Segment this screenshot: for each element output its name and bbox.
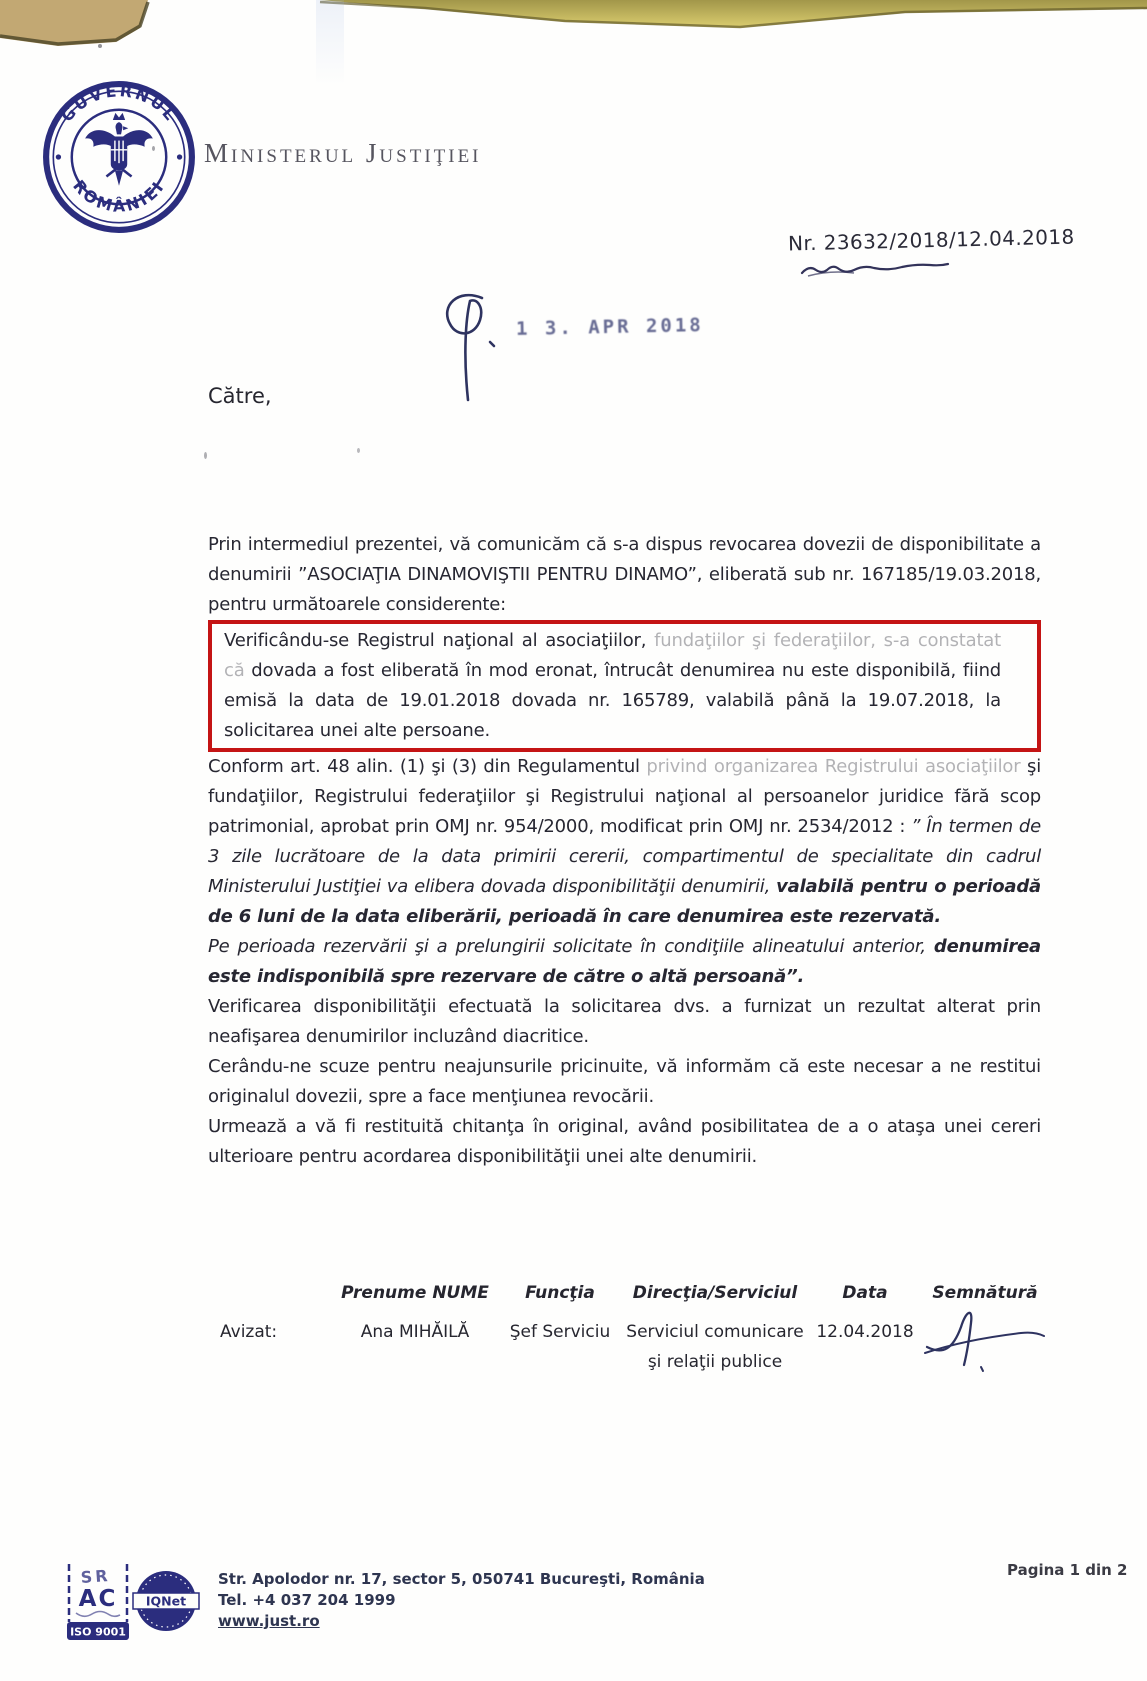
seal-bottom-text: ROMÂNIEI: [69, 176, 169, 216]
footer-website-link[interactable]: www.just.ro: [218, 1612, 320, 1630]
iqnet-label: IQNet: [145, 1593, 187, 1609]
column-header-name: Prenume NUME: [341, 1283, 489, 1303]
text-run-bold-italic: denumirea este indisponibilă spre rezervare de către o altă persoană”.: [208, 936, 1041, 987]
paper-corner-artifact: [0, 0, 148, 46]
text-run: Verificarea disponibilităţii efectuată la solicitarea dvs. a furnizat un rezultat alterat prin neafişarea denumirilor incluzând diacritice.: [208, 996, 1041, 1047]
column-header-signature: Semnătură: [932, 1283, 1038, 1303]
signature-cell: [920, 1317, 1050, 1383]
iso-badge-ac-text: AC: [78, 1586, 118, 1612]
header-spacer: [220, 1278, 330, 1308]
iso-9001-badge-icon: [66, 1560, 130, 1644]
text-run: Conform art. 48 alin. (1) şi (3) din Regulamentul: [208, 756, 647, 777]
reference-number: Nr. 23632/2018/12.04.2018: [787, 224, 1075, 256]
row-label-avizat: Avizat:: [220, 1322, 278, 1342]
iso-badge-sr-text: SR: [80, 1565, 112, 1588]
handwritten-underline: [800, 260, 950, 280]
paragraph-reservation: [208, 932, 1041, 992]
government-seal: [42, 80, 196, 234]
text-run: Cerându-ne scuze pentru neajunsurile pricinuite, vă informăm că este necesar a ne restitui originalul dovezii, spre a face menţiunea revocării.: [208, 1056, 1041, 1107]
column-header-role: Funcţia: [525, 1283, 595, 1303]
signer-department: Serviciul comunicare şi relaţii publice: [626, 1322, 804, 1372]
signature-table: [220, 1278, 1050, 1383]
scan-speck: [204, 452, 207, 459]
text-run: şi fundaţiilor, Registrului federaţiilor şi Registrului naţional al persoanelor juridice fără scop patrimonial, aprobat prin OMJ nr. 954/2000, modificat prin OMJ nr. 2534/2012 :: [208, 756, 1041, 837]
scan-edge-artifact: [0, 0, 1147, 90]
text-run: dovada a fost eliberată în mod eronat, întrucât denumirea nu este disponibilă, fiind emisă la data de 19.01.2018 dovada nr. 165789, valabilă până la 19.07.2018, la solicitarea unei alte persoane.: [224, 660, 1001, 741]
signature-date: 12.04.2018: [816, 1322, 914, 1342]
text-run-bold-italic: valabilă pentru o perioadă de 6 luni de la data eliberării, perioadă în care denumirea este rezervată.: [208, 876, 1041, 927]
revocation-highlight-box: [208, 620, 1041, 752]
handwritten-signature: [923, 1301, 1048, 1373]
text-run-faded: privind organizarea Registrului asociaţiilor: [646, 756, 1021, 777]
scan-speck: [357, 448, 360, 453]
footer-address-block: [218, 1569, 705, 1632]
signature-table-data-row: [220, 1317, 1050, 1383]
text-run: Verificându-se Registrul naţional al asociaţiilor,: [224, 630, 655, 651]
text-run-italic: Pe perioada rezervării şi a prelungirii solicitate în condiţiile alineatului anterior,: [208, 936, 934, 957]
iqnet-logo-icon: [132, 1567, 200, 1635]
paragraph-verification: [208, 992, 1041, 1052]
signer-role: Şef Serviciu: [509, 1322, 611, 1342]
footer-phone: Tel. +4 037 204 1999: [218, 1591, 396, 1609]
column-header-date: Data: [842, 1283, 888, 1303]
text-run: Prin intermediul prezentei, vă comunicăm că s-a dispus revocarea dovezii de disponibilitate a denumirii ”ASOCIAŢIA DINAMOVIŞTII PENTRU DINAMO”, eliberată sub nr. 167185/19.03.2018, pentru următoarele considerente:: [208, 534, 1041, 615]
ministry-title: Ministerul Justiţiei: [204, 138, 482, 168]
text-run-italic: ” În termen de 3 zile lucrătoare de la data primirii cererii, compartimentul de specialitate din cadrul Ministerului Justiţiei va elibera dovada disponibilităţii denumirii,: [208, 816, 1041, 897]
footer-street-address: Str. Apolodor nr. 17, sector 5, 050741 Bucureşti, România: [218, 1570, 705, 1588]
seal-top-text: GUVERNUL: [57, 81, 182, 126]
signer-name: Ana MIHĂILĂ: [360, 1322, 470, 1342]
text-run-faded: fundaţiilor şi federaţiilor, s-a constatat că: [224, 630, 1001, 681]
column-header-department: Direcţia/Serviciul: [632, 1283, 798, 1303]
scan-speck: [98, 44, 102, 48]
letter-body: [208, 530, 1041, 1172]
text-run: Urmează a vă fi restituită chitanţa în original, având posibilitatea de a o ataşa unei cereri ulterioare pentru acordarea disponibilităţii unei alte denumirii.: [208, 1116, 1041, 1167]
paragraph-apology: [208, 1052, 1041, 1112]
paragraph-receipt: [208, 1112, 1041, 1172]
date-stamp: 1 3. APR 2018: [515, 314, 704, 340]
paragraph-intro: [208, 530, 1041, 620]
salutation: Către,: [208, 384, 272, 408]
page-number: Pagina 1 din 2: [1007, 1561, 1128, 1579]
handwritten-paraph: [430, 290, 520, 408]
paragraph-regulation: [208, 752, 1041, 932]
iso-badge-label: ISO 9001: [70, 1625, 126, 1639]
